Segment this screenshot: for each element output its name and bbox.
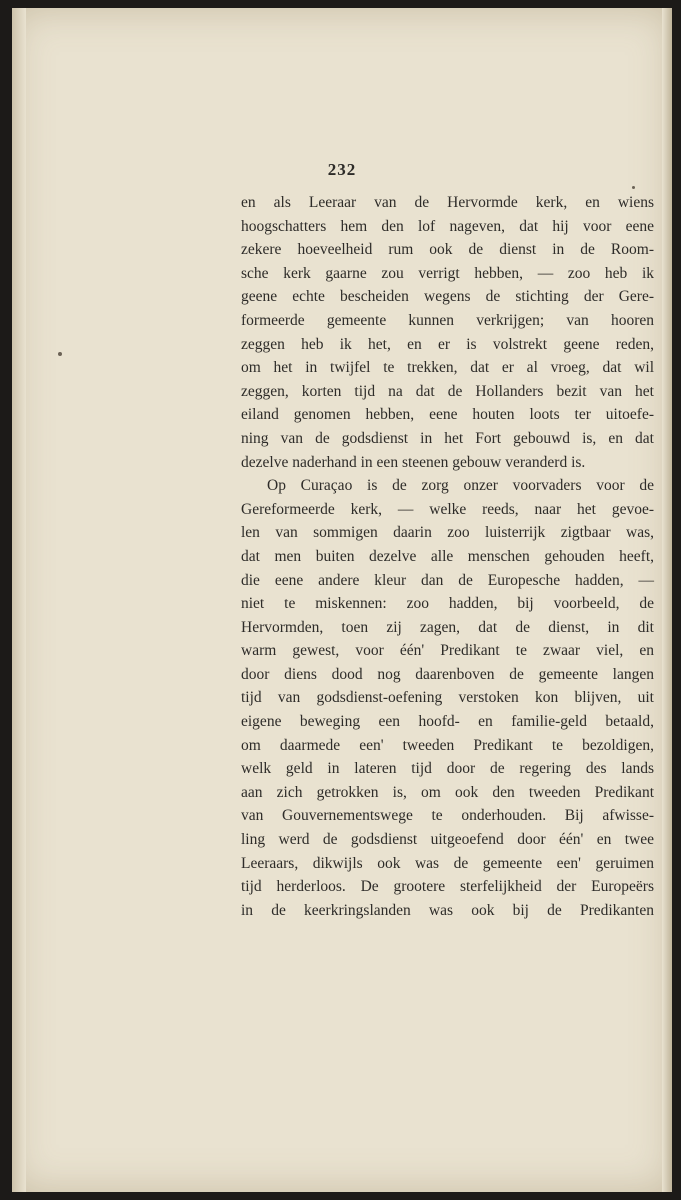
text-line: tijd van godsdienst-oefening verstoken kon blijven, uit: [241, 689, 654, 707]
text-line: ling werd de godsdienst uitgeoefend door één' en twee: [241, 831, 654, 849]
text-line: dat men buiten dezelve alle menschen gehouden heeft,: [241, 547, 654, 565]
text-line: geene echte bescheiden wegens de stichting der Gere-: [241, 288, 654, 306]
text-line: formeerde gemeente kunnen verkrijgen; van hooren: [241, 311, 654, 329]
text-line: dezelve naderhand in een steenen gebouw veranderd is.: [241, 453, 586, 471]
text-line: in de keerkringslanden was ook bij de Predikanten: [241, 901, 654, 919]
body-text: [241, 191, 654, 922]
text-line: niet te miskennen: zoo hadden, bij voorbeeld, de: [241, 595, 654, 613]
book-page: [12, 8, 672, 1192]
text-line: eiland genomen hebben, eene houten loots ter uitoefe-: [241, 406, 654, 424]
ink-spot: [632, 186, 635, 189]
text-line: tijd herderloos. De grootere sterfelijkheid der Europeërs: [241, 878, 654, 896]
text-line: eigene beweging een hoofd- en familie-geld betaald,: [241, 713, 654, 731]
text-line: Op Curaçao is de zorg onzer voorvaders voor de: [267, 477, 654, 495]
page-edge-shadow: [662, 8, 672, 1192]
text-line: om daarmede een' tweeden Predikant te bezoldigen,: [241, 736, 654, 754]
text-line: en als Leeraar van de Hervormde kerk, en wiens: [241, 194, 654, 211]
paragraph-1: [241, 191, 654, 474]
text-line: door diens dood nog daarenboven de gemeente langen: [241, 665, 654, 683]
text-line: die eene andere kleur dan de Europesche hadden, —: [241, 571, 654, 589]
text-line: Gereformeerde kerk, — welke reeds, naar het gevoe-: [241, 500, 654, 518]
text-line: sche kerk gaarne zou verrigt hebben, — zoo heb ik: [241, 264, 654, 282]
text-line: aan zich getrokken is, om ook den tweeden Predikant: [241, 783, 654, 801]
text-line: om het in twijfel te trekken, dat er al vroeg, dat wil: [241, 359, 654, 377]
text-line: zeggen heb ik het, en er is volstrekt geene reden,: [241, 335, 654, 353]
text-line: ning van de godsdienst in het Fort gebouwd is, en dat: [241, 429, 654, 447]
text-line: Hervormden, toen zij zagen, dat de dienst, in dit: [241, 618, 654, 636]
text-line: len van sommigen daarin zoo luisterrijk zigtbaar was,: [241, 524, 654, 542]
text-line: van Gouvernementswege te onderhouden. Bij afwisse-: [241, 807, 654, 825]
ink-spot: [58, 352, 62, 356]
page-number: 232: [327, 160, 357, 179]
text-line: zekere hoeveelheid rum ook de dienst in de Room-: [241, 241, 654, 259]
page-spine-shadow: [12, 8, 26, 1192]
paragraph-2: [241, 474, 654, 922]
text-line: hoogschatters hem den lof nageven, dat hij voor eene: [241, 217, 654, 235]
text-line: Leeraars, dikwijls ook was de gemeente een' geruimen: [241, 854, 654, 872]
text-line: warm gewest, voor één' Predikant te zwaar viel, en: [241, 642, 654, 660]
text-line: welk geld in lateren tijd door de regering des lands: [241, 760, 654, 778]
text-line: zeggen, korten tijd na dat de Hollanders bezit van het: [241, 382, 654, 400]
